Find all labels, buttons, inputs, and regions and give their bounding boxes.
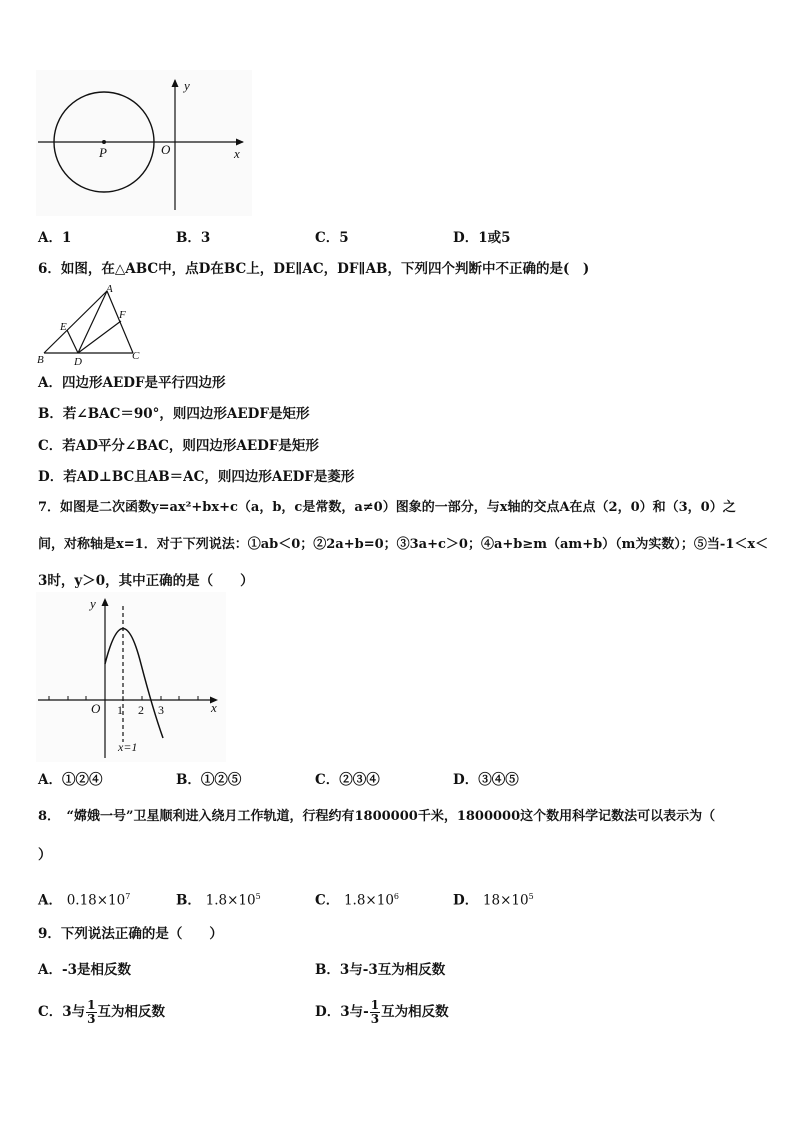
q9-option-d-pre: D．3与-: [315, 1004, 369, 1020]
q7-option-b: B．①②⑤: [176, 772, 242, 788]
q8-option-c: [315, 888, 399, 910]
q6-label-b: B: [37, 354, 44, 366]
q5-circle-figure: [36, 70, 252, 216]
q8-option-a: [38, 888, 130, 910]
q8-option-d: [453, 888, 534, 910]
q8-option-c-prefix: C．: [315, 892, 340, 909]
q7-label-o: O: [91, 701, 101, 716]
q6-option-d: D．若AD⊥BC且AB＝AC，则四边形AEDF是菱形: [38, 469, 355, 485]
q9-option-b: B．3与-3互为相反数: [315, 962, 446, 978]
q5-label-o: O: [161, 142, 171, 157]
q5-option-b: B．3: [176, 230, 211, 246]
q5-label-y: y: [184, 78, 190, 93]
q6-option-c: C．若AD平分∠BAC，则四边形AEDF是矩形: [38, 438, 319, 454]
q9-option-d-fraction: [370, 999, 380, 1026]
q9-option-d-num: 1: [370, 998, 380, 1012]
q9-option-d-den: 3: [370, 1012, 380, 1026]
q9-option-a: A．-3是相反数: [38, 962, 131, 978]
q8-option-d-mantissa: 18×10: [482, 892, 529, 909]
q5-option-c: C．5: [315, 230, 349, 246]
q7-stem-line3: 3时，y＞0，其中正确的是（ ）: [38, 573, 254, 589]
q8-option-d-exp: 5: [528, 892, 534, 901]
q6-label-c: C: [132, 350, 140, 362]
q9-option-d-post: 互为相反数: [381, 1004, 449, 1020]
q8-stem-line2: ）: [38, 847, 52, 863]
q9-option-c: [38, 995, 165, 1029]
q9-option-c-pre: C．3与: [38, 1004, 86, 1020]
q8-option-c-exp: 6: [393, 892, 400, 901]
q8-option-b-exp: 5: [255, 892, 261, 901]
q7-label-x: x: [211, 700, 217, 715]
q6-label-d: D: [74, 356, 82, 367]
q8-option-a-prefix: A．: [38, 892, 62, 909]
q8-stem-line1: 8． “嫦娥一号”卫星顺利进入绕月工作轨道，行程约有1800000千米，1800000这个数用科学记数法可以表示为（: [38, 809, 716, 824]
q9-option-c-num: 1: [87, 998, 96, 1012]
q7-axis-label: x=1: [118, 740, 138, 754]
q8-option-d-prefix: D．: [453, 892, 479, 909]
q7-label-y: y: [90, 596, 96, 611]
q7-tick-3: 3: [158, 703, 164, 717]
q6-label-e: E: [60, 321, 67, 333]
q9-option-c-post: 互为相反数: [97, 1004, 165, 1020]
q7-option-d: D．③④⑤: [453, 772, 519, 788]
q8-option-b-mantissa: 1.8×10: [205, 892, 256, 909]
q6-option-b: B．若∠BAC＝90°，则四边形AEDF是矩形: [38, 406, 310, 422]
q5-label-p: P: [99, 145, 107, 160]
q9-option-c-fraction: [86, 999, 96, 1026]
q8-option-b-prefix: B．: [176, 892, 201, 909]
q7-stem-line1: 7．如图是二次函数y=ax²+bx+c（a，b，c是常数，a≠0）图象的一部分，与x轴的交点A在点（2，0）和（3，0）之: [38, 500, 736, 515]
q7-parabola-figure: [36, 592, 226, 762]
q6-stem: 6．如图，在△ABC中，点D在BC上，DE∥AC，DF∥AB，下列四个判断中不正确的是( ): [38, 261, 590, 277]
q6-label-a: A: [106, 283, 113, 295]
q6-label-f: F: [119, 309, 126, 321]
q7-tick-1: 1: [117, 703, 123, 717]
q7-option-c: C．②③④: [315, 772, 380, 788]
q9-stem: 9．下列说法正确的是（ ）: [38, 926, 223, 942]
q8-option-a-exp: 7: [125, 892, 131, 901]
q8-option-c-mantissa: 1.8×10: [343, 892, 394, 909]
q5-label-x: x: [234, 146, 240, 161]
q9-option-d: [315, 995, 449, 1029]
q8-option-b: [176, 888, 261, 910]
q7-option-a: A．①②④: [38, 772, 103, 788]
q6-option-a: A．四边形AEDF是平行四边形: [38, 375, 226, 391]
q5-option-a: A．1: [38, 230, 72, 246]
q5-option-d: D．1或5: [453, 230, 511, 246]
q6-triangle-figure: [36, 283, 148, 367]
q9-option-c-den: 3: [87, 1012, 96, 1026]
q8-option-a-mantissa: 0.18×10: [66, 892, 126, 909]
q7-stem-line2: 间，对称轴是x=1．对于下列说法：①ab＜0；②2a+b=0；③3a+c＞0；④a+b≥m（am+b）（m为实数）；⑤当-1＜x＜: [38, 537, 769, 552]
q7-tick-2: 2: [138, 703, 144, 717]
